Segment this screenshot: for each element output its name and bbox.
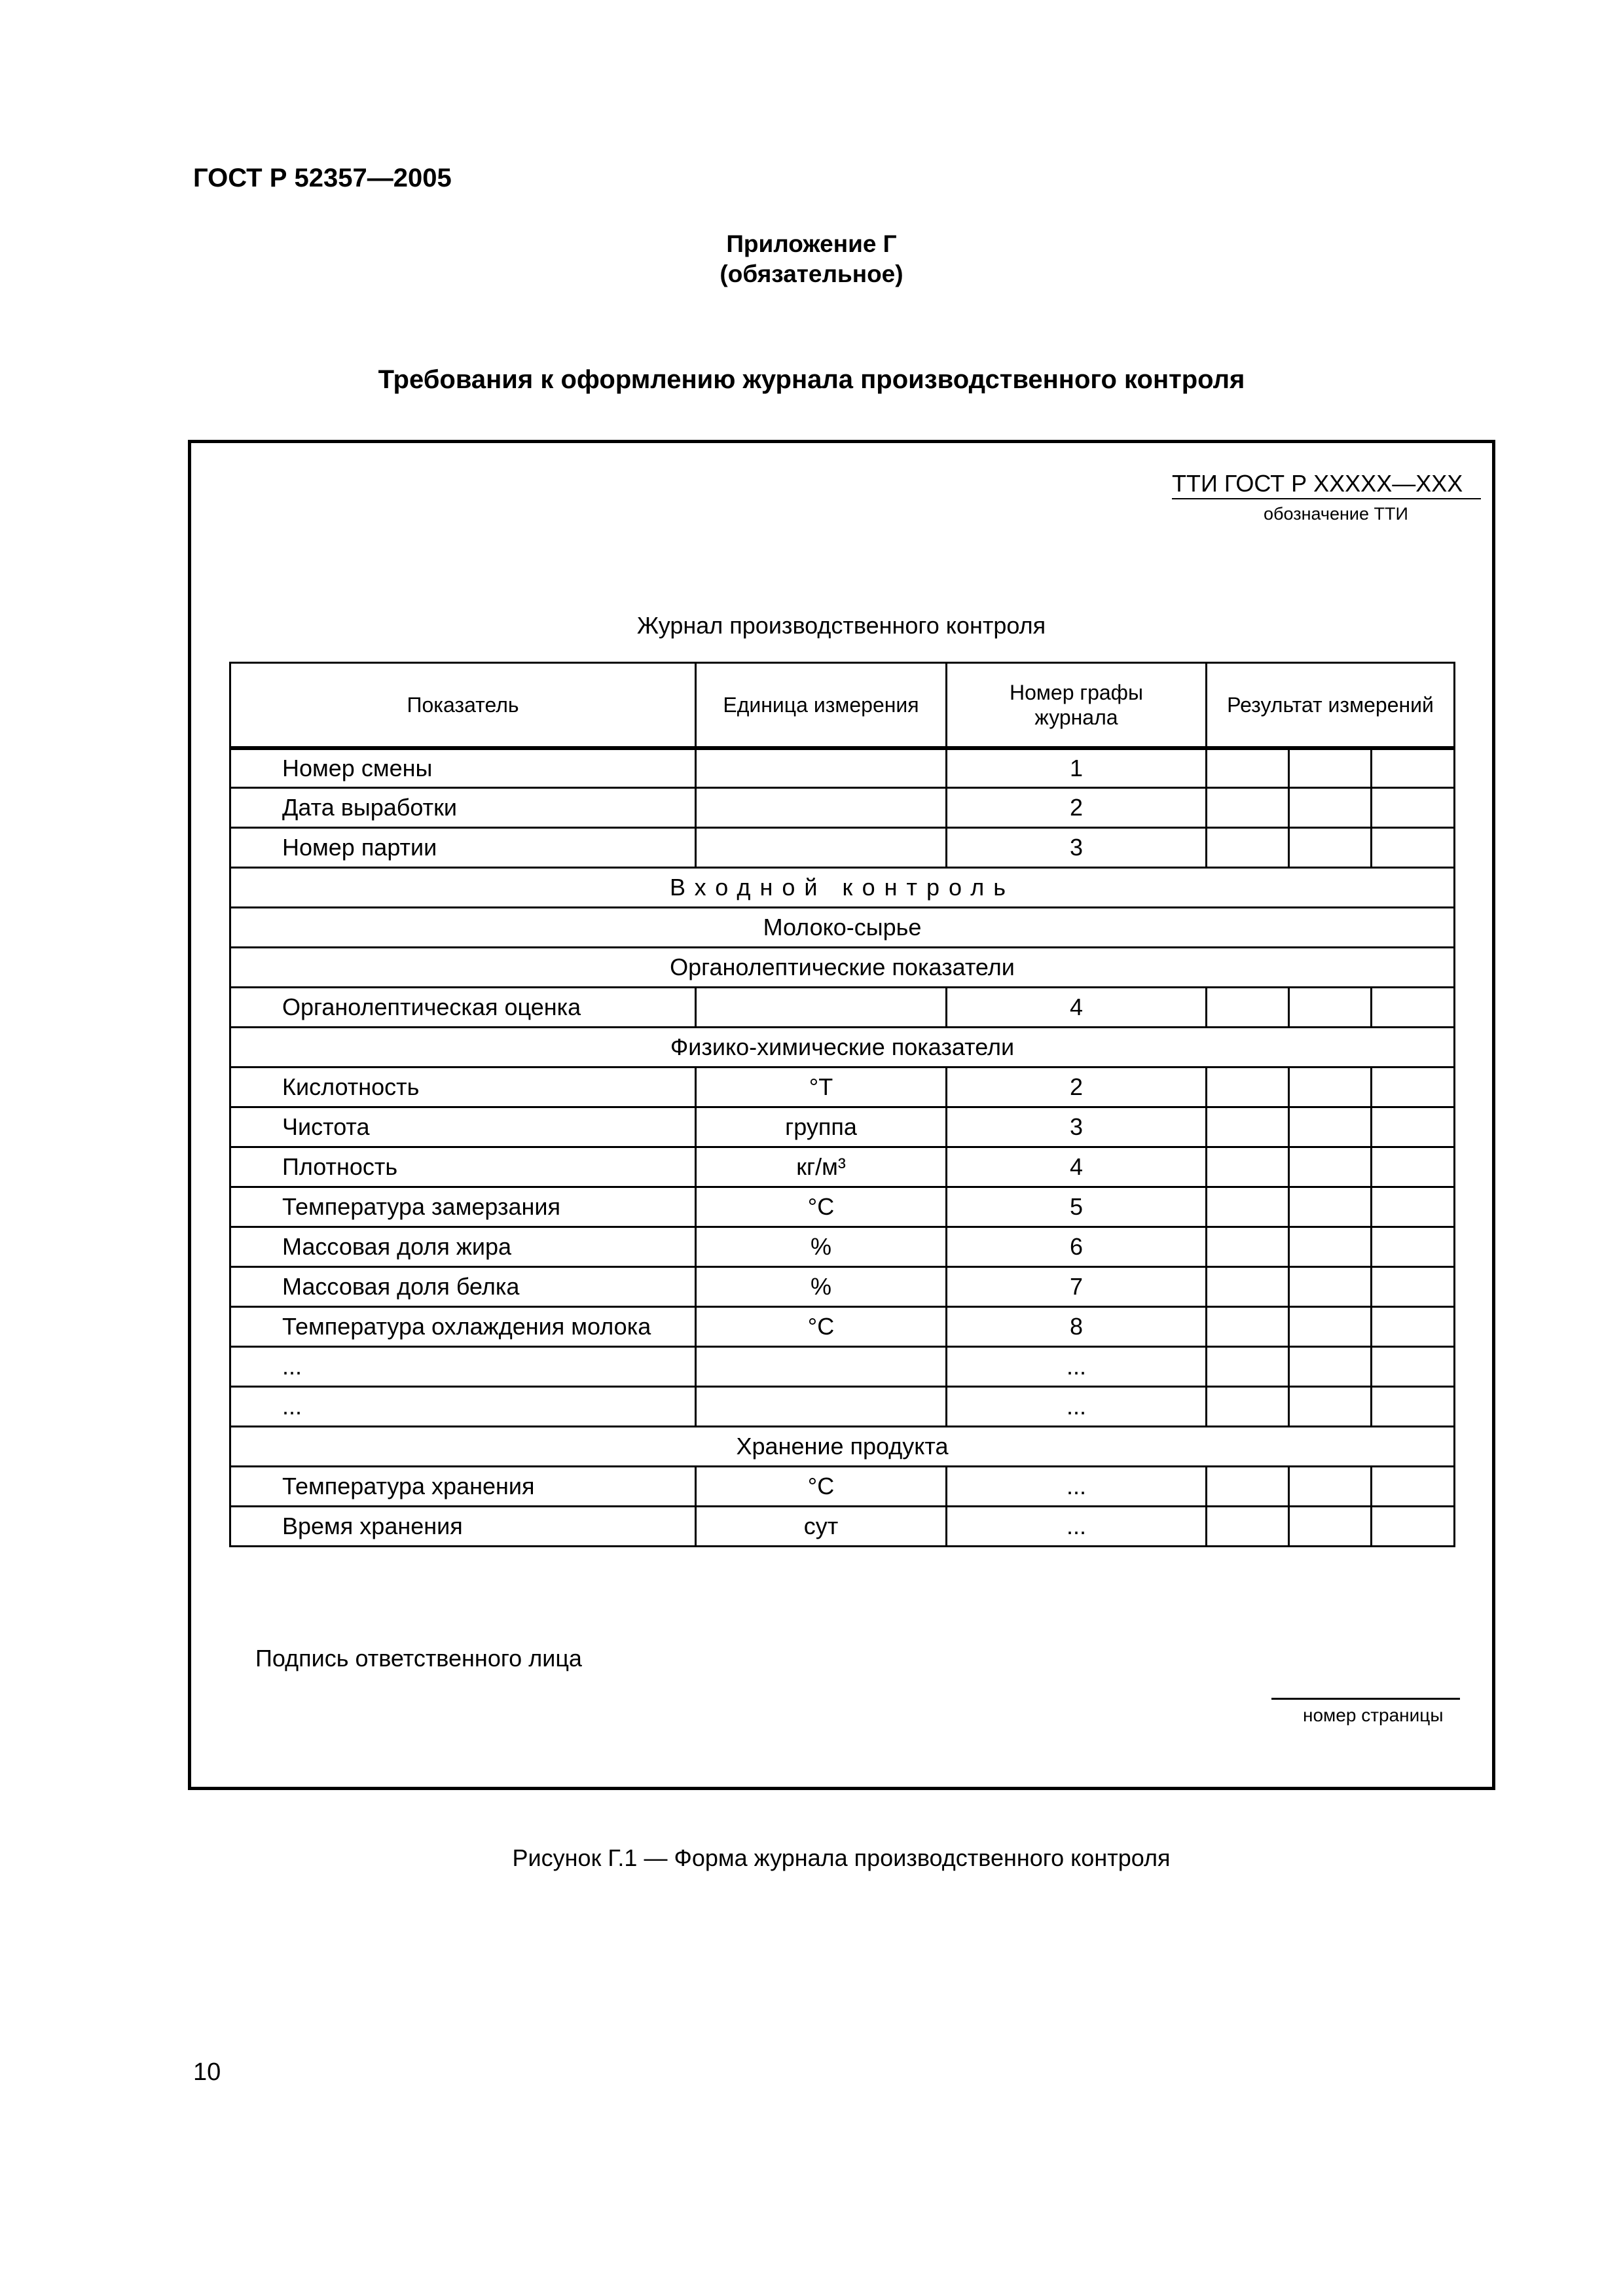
column-number-cell: ... xyxy=(947,1467,1207,1507)
table-row xyxy=(230,988,1455,1028)
result-cell xyxy=(1207,1067,1289,1107)
journal-table-body xyxy=(230,748,1455,1547)
column-number-cell: 2 xyxy=(947,1067,1207,1107)
result-cell xyxy=(1289,1147,1372,1187)
indicator-cell: Органолептическая оценка xyxy=(230,988,696,1028)
indicator-cell: Дата выработки xyxy=(230,788,696,828)
unit-cell: группа xyxy=(696,1107,947,1147)
result-cell xyxy=(1289,828,1372,868)
column-number-cell: 2 xyxy=(947,788,1207,828)
indicator-cell: Номер партии xyxy=(230,828,696,868)
result-cell xyxy=(1289,788,1372,828)
table-header-row xyxy=(230,663,1455,748)
unit-cell: °С xyxy=(696,1307,947,1347)
table-row xyxy=(230,1147,1455,1187)
result-cell xyxy=(1289,1307,1372,1347)
column-number-cell: 4 xyxy=(947,1147,1207,1187)
unit-cell xyxy=(696,988,947,1028)
result-cell xyxy=(1207,1347,1289,1387)
result-cell xyxy=(1372,988,1455,1028)
result-cell xyxy=(1372,1067,1455,1107)
section-row xyxy=(230,948,1455,988)
journal-title: Журнал производственного контроля xyxy=(636,612,1046,639)
result-cell xyxy=(1289,1227,1372,1267)
column-number-cell: 1 xyxy=(947,748,1207,788)
result-cell xyxy=(1372,788,1455,828)
table-row xyxy=(230,1107,1455,1147)
tti-designation-underline xyxy=(1172,498,1481,499)
result-cell xyxy=(1289,1107,1372,1147)
result-cell xyxy=(1207,828,1289,868)
section-row xyxy=(230,908,1455,948)
section-title: Требования к оформлению журнала производственного контроля xyxy=(378,365,1245,394)
table-row xyxy=(230,1507,1455,1547)
column-number-cell: 4 xyxy=(947,988,1207,1028)
result-cell xyxy=(1207,1187,1289,1227)
section-label: Молоко-сырье xyxy=(230,908,1455,948)
page-number-line xyxy=(1271,1698,1460,1700)
section-label: Физико-химические показатели xyxy=(230,1028,1455,1067)
result-cell xyxy=(1372,1307,1455,1347)
appendix-heading xyxy=(0,229,1623,289)
result-cell xyxy=(1207,1147,1289,1187)
appendix-status: (обязательное) xyxy=(720,260,903,287)
result-cell xyxy=(1207,1387,1289,1427)
document-header: ГОСТ Р 52357—2005 xyxy=(193,164,452,192)
result-cell xyxy=(1372,1267,1455,1307)
unit-cell xyxy=(696,828,947,868)
table-row xyxy=(230,1347,1455,1387)
indicator-cell: Массовая доля жира xyxy=(230,1227,696,1267)
result-cell xyxy=(1207,988,1289,1028)
result-cell xyxy=(1207,1467,1289,1507)
indicator-cell: Время хранения xyxy=(230,1507,696,1547)
indicator-cell: Плотность xyxy=(230,1147,696,1187)
section-label: Органолептические показатели xyxy=(230,948,1455,988)
unit-cell: °T xyxy=(696,1067,947,1107)
figure-caption: Рисунок Г.1 — Форма журнала производственного контроля xyxy=(512,1844,1171,1871)
section-row xyxy=(230,1028,1455,1067)
unit-cell: % xyxy=(696,1227,947,1267)
result-cell xyxy=(1289,1467,1372,1507)
unit-cell: сут xyxy=(696,1507,947,1547)
result-cell xyxy=(1207,1107,1289,1147)
indicator-cell: Температура хранения xyxy=(230,1467,696,1507)
table-row xyxy=(230,1387,1455,1427)
table-row xyxy=(230,788,1455,828)
result-cell xyxy=(1207,1507,1289,1547)
result-cell xyxy=(1372,1227,1455,1267)
result-cell xyxy=(1372,748,1455,788)
result-cell xyxy=(1207,1307,1289,1347)
result-cell xyxy=(1207,1227,1289,1267)
table-row xyxy=(230,1227,1455,1267)
indicator-cell: Номер смены xyxy=(230,748,696,788)
table-row xyxy=(230,1467,1455,1507)
result-cell xyxy=(1289,1387,1372,1427)
result-cell xyxy=(1372,1147,1455,1187)
appendix-title: Приложение Г xyxy=(726,230,897,257)
column-number-cell: 7 xyxy=(947,1267,1207,1307)
section-row xyxy=(230,1427,1455,1467)
unit-cell xyxy=(696,1347,947,1387)
result-cell xyxy=(1289,1267,1372,1307)
tti-caption: обозначение ТТИ xyxy=(1264,504,1408,524)
unit-cell xyxy=(696,1387,947,1427)
result-cell xyxy=(1372,1467,1455,1507)
unit-cell: % xyxy=(696,1267,947,1307)
result-cell xyxy=(1289,748,1372,788)
tti-designation: ТТИ ГОСТ Р ХХХХХ—ХХХ xyxy=(1172,470,1463,497)
result-cell xyxy=(1207,748,1289,788)
unit-cell: °С xyxy=(696,1187,947,1227)
page-number-caption: номер страницы xyxy=(1303,1705,1444,1725)
indicator-cell: Кислотность xyxy=(230,1067,696,1107)
header-indicator: Показатель xyxy=(230,663,696,748)
indicator-cell: Температура охлаждения молока xyxy=(230,1307,696,1347)
result-cell xyxy=(1372,1347,1455,1387)
indicator-cell: Массовая доля белка xyxy=(230,1267,696,1307)
result-cell xyxy=(1372,1507,1455,1547)
unit-cell: °С xyxy=(696,1467,947,1507)
column-number-cell: ... xyxy=(947,1387,1207,1427)
signature-label: Подпись ответственного лица xyxy=(255,1645,582,1672)
result-cell xyxy=(1289,1347,1372,1387)
result-cell xyxy=(1207,1267,1289,1307)
result-cell xyxy=(1372,1107,1455,1147)
table-row xyxy=(230,1307,1455,1347)
column-number-cell: 6 xyxy=(947,1227,1207,1267)
unit-cell xyxy=(696,788,947,828)
result-cell xyxy=(1372,1387,1455,1427)
header-unit: Единица измерения xyxy=(696,663,947,748)
result-cell xyxy=(1289,1067,1372,1107)
header-result: Результат измерений xyxy=(1207,663,1455,748)
section-label: Входной контроль xyxy=(230,868,1455,908)
column-number-cell: 3 xyxy=(947,1107,1207,1147)
journal-table xyxy=(229,662,1455,1547)
result-cell xyxy=(1289,1507,1372,1547)
indicator-cell: Чистота xyxy=(230,1107,696,1147)
table-row xyxy=(230,1267,1455,1307)
header-column-number-label: Номер графы журнала xyxy=(1010,680,1143,729)
column-number-cell: ... xyxy=(947,1507,1207,1547)
table-row xyxy=(230,1187,1455,1227)
indicator-cell: ... xyxy=(230,1387,696,1427)
header-column-number xyxy=(947,663,1207,748)
unit-cell: кг/м³ xyxy=(696,1147,947,1187)
indicator-cell: Температура замерзания xyxy=(230,1187,696,1227)
result-cell xyxy=(1372,828,1455,868)
result-cell xyxy=(1207,788,1289,828)
column-number-cell: 3 xyxy=(947,828,1207,868)
unit-cell xyxy=(696,748,947,788)
column-number-cell: 8 xyxy=(947,1307,1207,1347)
table-row xyxy=(230,828,1455,868)
result-cell xyxy=(1372,1187,1455,1227)
indicator-cell: ... xyxy=(230,1347,696,1387)
table-row xyxy=(230,748,1455,788)
table-row xyxy=(230,1067,1455,1107)
result-cell xyxy=(1289,1187,1372,1227)
column-number-cell: 5 xyxy=(947,1187,1207,1227)
section-label: Хранение продукта xyxy=(230,1427,1455,1467)
column-number-cell: ... xyxy=(947,1347,1207,1387)
result-cell xyxy=(1289,988,1372,1028)
page-number: 10 xyxy=(193,2058,221,2086)
section-row xyxy=(230,868,1455,908)
